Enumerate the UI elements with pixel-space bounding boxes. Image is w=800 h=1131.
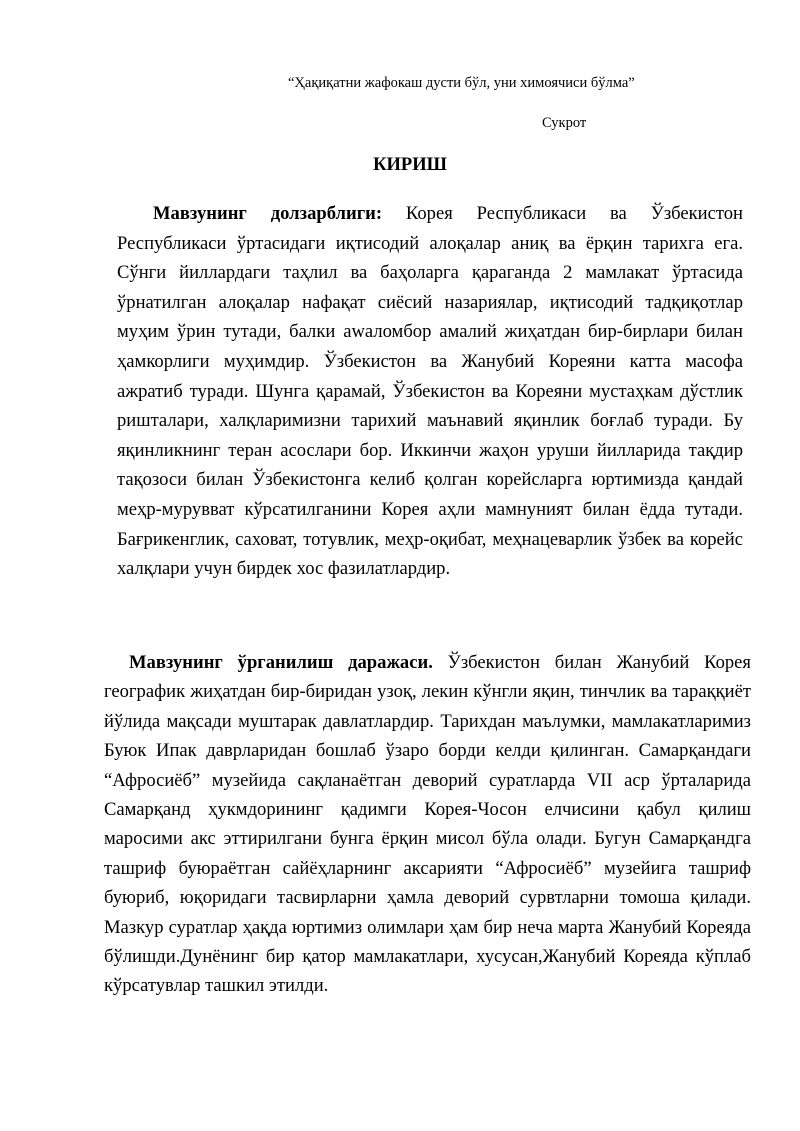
page-title: КИРИШ xyxy=(373,155,447,175)
paragraph-lead: Мавзунинг ўрганилиш даражаси. xyxy=(129,652,433,673)
paragraph-relevance xyxy=(117,199,743,584)
epigraph-quote: “Ҳақиқатни жафокаш дусти бўл, уни химоячиси бўлма” xyxy=(288,75,635,91)
paragraph-lead: Мавзунинг долзарблиги: xyxy=(153,203,383,224)
paragraph-text: Корея Республикаси ва Ўзбекистон Республикаси ўртасидаги иқтисодий алоқалар аниқ ва ёрқин тарихга ега. Сўнги йиллардаги таҳлил ва баҳоларга қараганда 2 мамлакат ўртасида ўрнатилган алоқалар нафақат сиёсий назариялар, иқтисодий тадқиқотлар муҳим ўрин тутади, балки аwаломбор амалий жиҳатдан бир-бирлари билан ҳамкорлиги муҳимдир. Ўзбекистон ва Жанубий Кореяни катта масофа ажратиб туради. Шунга қарамай, Ўзбекистон ва Кореяни мустаҳкам дўстлик ришталари, халқларимизни тарихий маънавий яқинлик боғлаб туради. Бу яқинликнинг теран асослари бор. Иккинчи жаҳон уруши йилларида тақдир тақозоси билан Ўзбекистонга келиб қолган корейсларга юртимизда қандай меҳр-мурувват кўрсатилганини Корея аҳли мамнуният билан ёдда тутади. Бағрикенглик, саховат, тотувлик, меҳр-оқибат, меҳнацеварлик ўзбек ва корейс халқлари учун бирдек хос фазилатлардир. xyxy=(117,203,743,580)
paragraph-study-level xyxy=(104,648,751,1001)
epigraph-author: Сукрот xyxy=(542,115,587,131)
paragraph-text: Ўзбекистон билан Жанубий Корея географик жиҳатдан бир-биридан узоқ, лекин кўнгли яқин, тинчлик ва тараққиёт йўлида мақсади муштарак давлатлардир. Тарихдан маълумки, мамлакатларимиз Буюк Ипак даврларидан бошлаб ўзаро борди келди қилинган. Самарқандаги “Афросиёб” музейида сақланаётган деворий суратларда VII аср ўрталарида Самарқанд ҳукмдорининг қадимги Корея-Чосон елчисини қабул қилиш маросими акс эттирилгани бунга ёрқин мисол бўла олади. Бугун Самарқандга ташриф буюраётган сайёҳларнинг аксарияти “Афросиёб” музейига ташриф буюриб, юқоридаги тасвирларни ҳамла деворий сурвтларни томоша қилади. Мазкур суратлар ҳақда юртимиз олимлари ҳам бир неча марта Жанубий Кореяда бўлишди.Дунёнинг бир қатор мамлакатлари, хусусан,Жанубий Кореяда кўплаб кўрсатувлар ташкил этилди. xyxy=(104,652,751,997)
